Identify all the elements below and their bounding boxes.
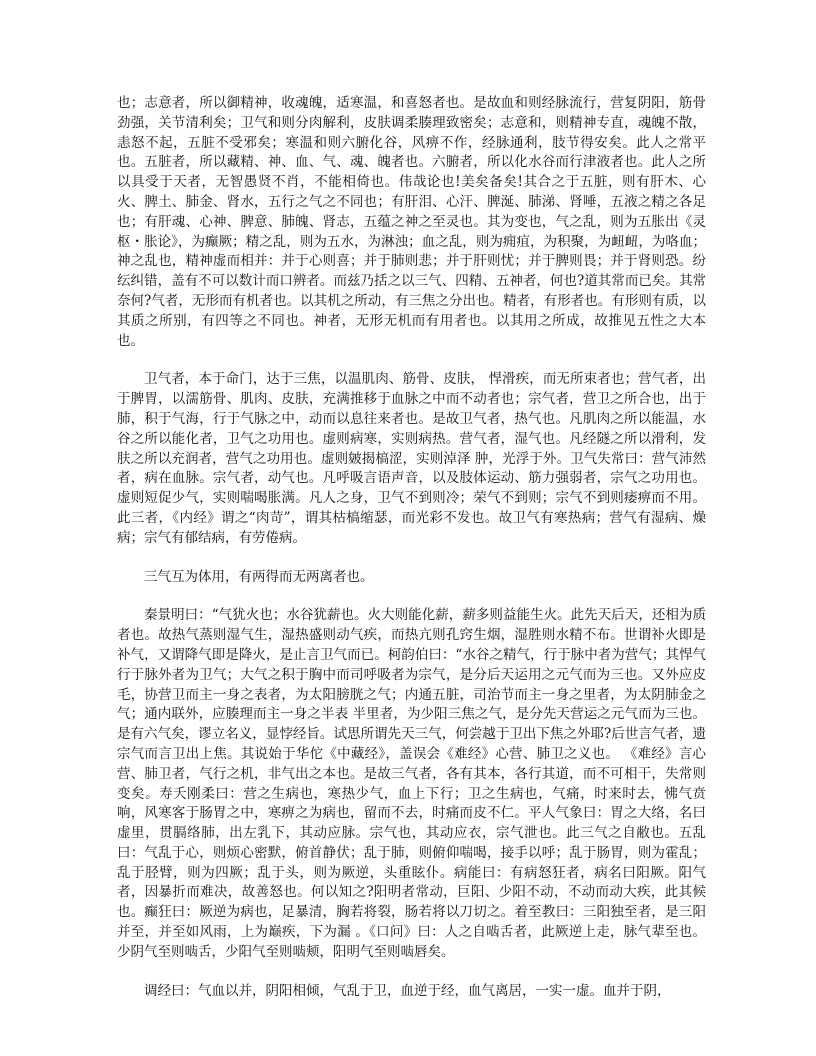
paragraph-2: 卫气者，本于命门，达于三焦，以温肌肉、筋骨、皮肤， 悍滑疾，而无所束者也；营气者，出于脾胃，以濡筋骨、肌肉、皮肤，充满推移于血脉之中而不动者也；宗气者，营卫之所合也，出于肺，积于气海，行于气脉之中，动而以息往来者也。是故卫气者，热气也。凡肌肉之所以能温，水谷之所以能化者，卫气之功用也。虚则病寒，实则病热。营气者，湿气也。凡经隧之所以滑利，发肤之所以充润者，营气之功用也。虚则皴揭槁涩，实则淖泽 肿，光浮于外。卫气失常曰：营气沛然者，病在血脉。宗气者，动气也。凡呼吸言语声音，以及肢体运动、筋力强弱者，宗气之功用也。虚则短促少气，实则喘喝胀满。凡人之身，卫气不到则冷；荣气不到则；宗气不到则痿痹而不用。此三者，《内经》谓之“肉苛”，谓其枯槁缩瑟，而光彩不发也。故卫气有寒热病；营气有湿病、燥病；宗气有郁结病，有劳倦病。 bbox=[117, 371, 706, 546]
paragraph-4: 秦景明曰：“气犹火也；水谷犹薪也。火大则能化薪，薪多则益能生火。此先天后天，还相为质者也。故热气蒸则湿气生，湿热盛则动气疾，而热亢则孔窍生烟，湿胜则水精不布。世谓补火即是补气，又谓降气即是降火，是止言卫气而已。柯韵伯曰：“水谷之精气，行于脉中者为营气；其悍气行于脉外者为卫气；大气之积于胸中而司呼吸者为宗气，是分后天运用之元气而为三也。又外应皮毛，协营卫而主一身之表者，为太阳膀胱之气；内通五脏，司治节而主一身之里者，为太阴肺金之气；通内联外，应腠理而主一身之半表 半里者，为少阳三焦之气，是分先天营运之元气而为三也。是有六气矣，谬立名义，显悖经旨。试思所谓先天三气，何尝越于卫出下焦之外耶?后世言气者，遗宗气而言卫出上焦。其说始于华佗《中藏经》，盖误会《难经》心营、肺卫之义也。 《难经》言心营、肺卫者，气行之机，非气出之本也。是故三气者，各有其本，各行其道，而不可相干，失常则变矣。寿夭刚柔曰：营之生病也，寒热少气，血上下行；卫之生病也，气痛，时来时去，怫气贲响，风寒客于肠胃之中，寒痹之为病也，留而不去，时痛而皮不仁。平人气象曰：胃之大络，名曰虚里，贯膈络肺，出左乳下，其动应脉。宗气也，其动应衣，宗气泄也。此三气之自敝也。五乱曰：气乱于心，则烦心密默，俯首静伏；乱于肺，则俯仰喘喝，接手以呼；乱于肠胃，则为霍乱；乱于胫臂，则为四厥；乱于头，则为厥逆，头重眩仆。病能曰：有病怒狂者，病名曰阳厥。阳气者，因暴折而难决，故善怒也。何以知之?阳明者常动，巨阳、少阳不动，不动而动大疾，此其候也。癫狂曰：厥逆为病也，足暴清，胸若将裂，肠若将以刀切之。着至教曰：三阳独至者，是三阳并至，并至如风雨，上为巅疾，下为漏 。《口问》曰：人之自啮舌者，此厥逆上走，脉气辈至也。少阴气至则啮舌，少阳气至则啮颊，阳明气至则啮唇矣。 bbox=[117, 607, 706, 960]
paragraph-5: 调经曰：气血以并，阴阳相倾，气乱于卫，血逆于经，血气离居，一实一虚。血并于阴， bbox=[144, 982, 671, 999]
paragraph-3: 三气互为体用，有两得而无两离者也。 bbox=[144, 568, 374, 585]
paragraph-1: 也；志意者，所以御精神，收魂魄，适寒温，和喜怒者也。是故血和则经脉流行，营复阴阳，筋骨劲强，关节清利矣；卫气和则分肉解利，皮肤调柔腠理致密矣；志意和，则精神专直，魂魄不散，恚怒不起，五脏不受邪矣；寒温和则六腑化谷，风痹不作，经脉通利，肢节得安矣。此人之常平也。五脏者，所以藏精、神、血、气、魂、魄者也。六腑者，所以化水谷而行津液者也。此人之所以具受于天者，无智愚贤不肖，不能相倚也。伟哉论也!美矣备矣!其合之于五脏，则有肝木、心火、脾土、肺金、肾水，五行之气之不同也；有肝泪、心汗、脾涎、肺涕、肾唾，五液之精之各足也；有肝魂、心神、脾意、肺魄、肾志，五蕴之神之至灵也。其为变也，气之乱，则为五胀出《灵枢・胀论》，为癫厥；精之乱，则为五水，为淋浊；血之乱，则为痈疽，为积聚，为衄衄，为咯血；神之乱也，精神虚而相并：并于心则喜；并于肺则悲；并于肝则忧；并于脾则畏；并于肾则恐。纷纭纠错，盖有不可以数计而口辨者。而兹乃括之以三气、四精、五神者，何也?道其常而已矣。其常奈何?气者，无形而有机者也。以其机之所动，有三焦之分出也。精者，有形者也。有形则有质，以其质之所别，有四等之不同也。神者，无形无机而有用者也。以其用之所成，故推见五性之大本也。 bbox=[117, 95, 706, 349]
